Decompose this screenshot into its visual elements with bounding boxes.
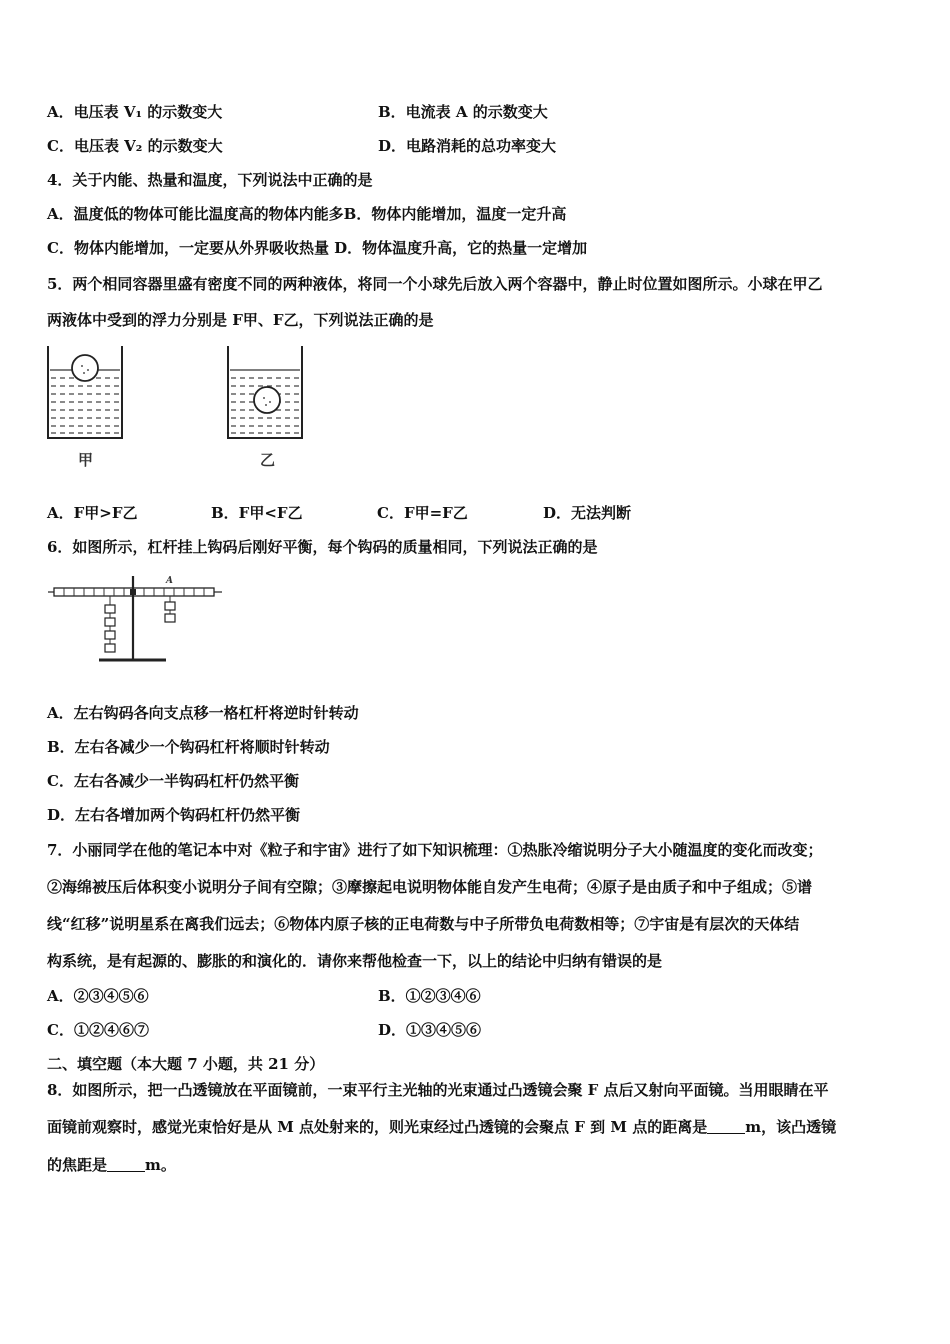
q4-stem: 4．关于内能、热量和温度，下列说法中正确的是 [47, 171, 373, 189]
q6-stem: 6．如图所示，杠杆挂上钩码后刚好平衡，每个钩码的质量相同，下列说法正确的是 [47, 538, 598, 556]
q3-option-c: C．电压表 V₂ 的示数变大 [47, 137, 223, 155]
q7-option-b: B．①②③④⑥ [378, 987, 481, 1005]
q7-stem-line1: 7．小丽同学在他的笔记本中对《粒子和宇宙》进行了如下知识梳理：①热胀冷缩说明分子大小随温度的变化而改变； [47, 841, 823, 859]
q6-option-d: D．左右各增加两个钩码杠杆仍然平衡 [47, 806, 301, 824]
q8-blank-2[interactable] [107, 1157, 145, 1172]
section-title: 二、填空题（本大题 7 小题，共 21 分） [47, 1055, 325, 1073]
q7-stem-line3: 线“红移”说明星系在离我们远去；⑥物体内原子核的正电荷数与中子所带负电荷数相等；⑦宇宙是有层次的天体结 [47, 915, 800, 933]
q5-stem-line1: 5．两个相同容器里盛有密度不同的两种液体，将同一个小球先后放入两个容器中，静止时位置如图所示。小球在甲乙 [47, 275, 823, 293]
q7-option-c: C．①②④⑥⑦ [47, 1021, 149, 1039]
q8-line3-tail: m。 [145, 1156, 176, 1174]
q8-stem-line2 [47, 1117, 836, 1137]
q5-option-b: B．F甲<F乙 [211, 504, 303, 522]
q5-figure [40, 340, 340, 475]
q6-lever-figure [44, 570, 224, 670]
q6-option-c: C．左右各减少一半钩码杠杆仍然平衡 [47, 772, 299, 790]
q8-stem-line1: 8．如图所示，把一凸透镜放在平面镜前，一束平行主光轴的光束通过凸透镜会聚 F 点后又射向平面镜。当用眼睛在平 [47, 1081, 829, 1099]
ball-jia [72, 355, 98, 381]
q6-option-a: A．左右钩码各向支点移一格杠杆将逆时针转动 [47, 704, 359, 722]
container-yi [228, 346, 302, 438]
ball-yi [254, 387, 280, 413]
fig-label-yi: 乙 [260, 451, 276, 469]
q7-option-d: D．①③④⑤⑥ [378, 1021, 482, 1039]
q3-option-b: B．电流表 A 的示数变大 [378, 103, 548, 121]
q5-option-c: C．F甲=F乙 [377, 504, 468, 522]
q5-option-a: A．F甲>F乙 [47, 504, 138, 522]
q3-option-a: A．电压表 V₁ 的示数变大 [47, 103, 223, 121]
q5-stem-line2: 两液体中受到的浮力分别是 F甲、F乙，下列说法正确的是 [47, 311, 434, 329]
q8-stem-line3 [47, 1155, 176, 1175]
point-a-label: A [166, 576, 173, 586]
q8-line3-text: 的焦距是 [47, 1156, 108, 1174]
q5-option-d: D．无法判断 [543, 504, 632, 522]
q8-line2-text: 面镜前观察时，感觉光束恰好是从 M 点处射来的，则光束经过凸透镜的会聚点 F 到 M 点的距离是 [47, 1118, 708, 1136]
q8-line2-tail: m，该凸透镜 [745, 1118, 837, 1136]
q4-options-ab: A．温度低的物体可能比温度高的物体内能多B．物体内能增加，温度一定升高 [47, 205, 567, 223]
q7-option-a: A．②③④⑤⑥ [47, 987, 149, 1005]
container-jia [48, 346, 122, 438]
q7-stem-line2: ②海绵被压后体积变小说明分子间有空隙；③摩擦起电说明物体能自发产生电荷；④原子是由质子和中子组成；⑤谱 [47, 878, 813, 896]
q6-option-b: B．左右各减少一个钩码杠杆将顺时针转动 [47, 738, 330, 756]
fig-label-jia: 甲 [78, 451, 94, 469]
q3-option-d: D．电路消耗的总功率变大 [378, 137, 557, 155]
q7-stem-line4: 构系统，是有起源的、膨胀的和演化的．请你来帮他检查一下，以上的结论中归纳有错误的是 [47, 952, 663, 970]
q4-options-cd: C．物体内能增加，一定要从外界吸收热量 D．物体温度升高，它的热量一定增加 [47, 239, 588, 257]
q8-blank-1[interactable] [707, 1119, 745, 1134]
